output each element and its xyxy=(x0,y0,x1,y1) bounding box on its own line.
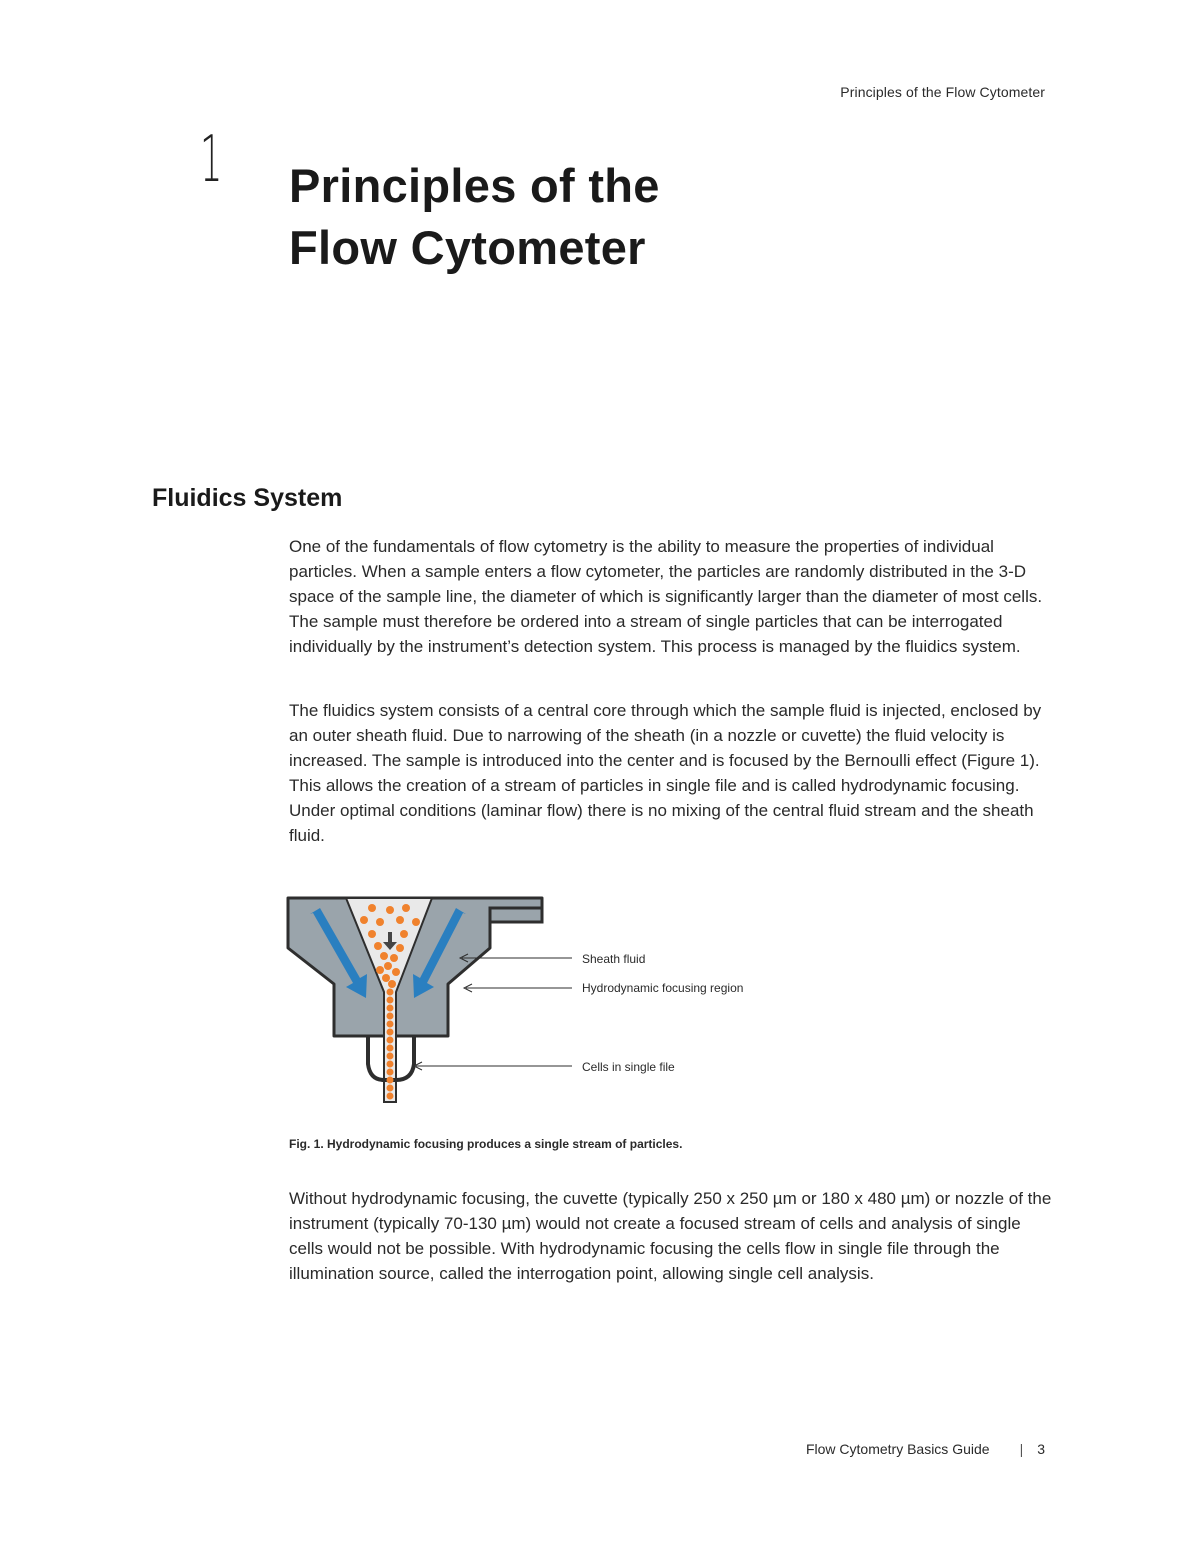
cell xyxy=(387,1021,394,1028)
cell xyxy=(390,954,398,962)
cell xyxy=(387,1085,394,1092)
cell xyxy=(382,974,390,982)
cell xyxy=(387,1013,394,1020)
running-header: Principles of the Flow Cytometer xyxy=(840,84,1045,100)
cell xyxy=(374,942,382,950)
chapter-title-line-2: Flow Cytometer xyxy=(289,221,646,274)
chapter-number: 1 xyxy=(200,123,223,197)
cell xyxy=(396,916,404,924)
label-cells-single-file: Cells in single file xyxy=(582,1060,675,1074)
paragraph-3: Without hydrodynamic focusing, the cuvette (typically 250 x 250 µm or 180 x 480 µm) or nozzle of the instrument (typically 70-130 µm) would not create a focused stream of cells and analysis of single cells would not be possible. With hydrodynamic focusing the cells flow in single file through the illumination source, called the interrogation point, allowing single cell analysis. xyxy=(289,1189,1052,1283)
cell xyxy=(384,962,392,970)
chapter-title xyxy=(289,155,660,279)
cell xyxy=(402,904,410,912)
cell xyxy=(368,930,376,938)
cell xyxy=(387,989,394,996)
hydrodynamic-focusing-figure xyxy=(280,886,800,1108)
cell xyxy=(387,1037,394,1044)
cell xyxy=(368,904,376,912)
chapter-title-line-1: Principles of the xyxy=(289,159,660,212)
cell xyxy=(387,1093,394,1100)
page-number: 3 xyxy=(1037,1441,1045,1457)
cell xyxy=(388,980,396,988)
cell xyxy=(387,1029,394,1036)
cell xyxy=(387,1045,394,1052)
cell xyxy=(387,1005,394,1012)
cell xyxy=(392,968,400,976)
side-port xyxy=(490,908,542,922)
cell xyxy=(376,966,384,974)
cell xyxy=(387,997,394,1004)
cell xyxy=(400,930,408,938)
figure-caption: Fig. 1. Hydrodynamic focusing produces a single stream of particles. xyxy=(289,1137,683,1151)
cell xyxy=(387,1053,394,1060)
paragraph-2: The fluidics system consists of a central core through which the sample fluid is injected, enclosed by an outer sheath fluid. Due to narrowing of the sheath (in a nozzle or cuvette) the fluid velocity is increased. The sample is introduced into the center and is focused by the Bernoulli effect (Figure 1). This allows the creation of a stream of particles in single file and is called hydrodynamic focusing. Under optimal conditions (laminar flow) there is no mixing of the central fluid stream and the sheath fluid. xyxy=(289,701,1042,845)
page-footer xyxy=(806,1441,1045,1457)
label-focusing-region: Hydrodynamic focusing region xyxy=(582,981,744,995)
footer-separator: | xyxy=(1019,1441,1024,1457)
footer-guide-title: Flow Cytometry Basics Guide xyxy=(805,1441,990,1457)
cell xyxy=(386,906,394,914)
cell xyxy=(387,1077,394,1084)
label-sheath-fluid: Sheath fluid xyxy=(582,952,646,966)
paragraph-1: One of the fundamentals of flow cytometry is the ability to measure the properties of individual particles. When a sample enters a flow cytometer, the particles are randomly distributed in the 3-D space of the sample line, the diameter of which is significantly larger than the diameter of most cells. The sample must therefore be ordered into a stream of single particles that can be interrogated individually by the instrument’s detection system. This process is managed by the fluidics system. xyxy=(289,537,1043,656)
cell xyxy=(396,944,404,952)
section-heading: Fluidics System xyxy=(152,484,343,512)
cell xyxy=(360,916,368,924)
cell xyxy=(376,918,384,926)
cell xyxy=(380,952,388,960)
cell xyxy=(412,918,420,926)
cell xyxy=(387,1069,394,1076)
cell xyxy=(387,1061,394,1068)
